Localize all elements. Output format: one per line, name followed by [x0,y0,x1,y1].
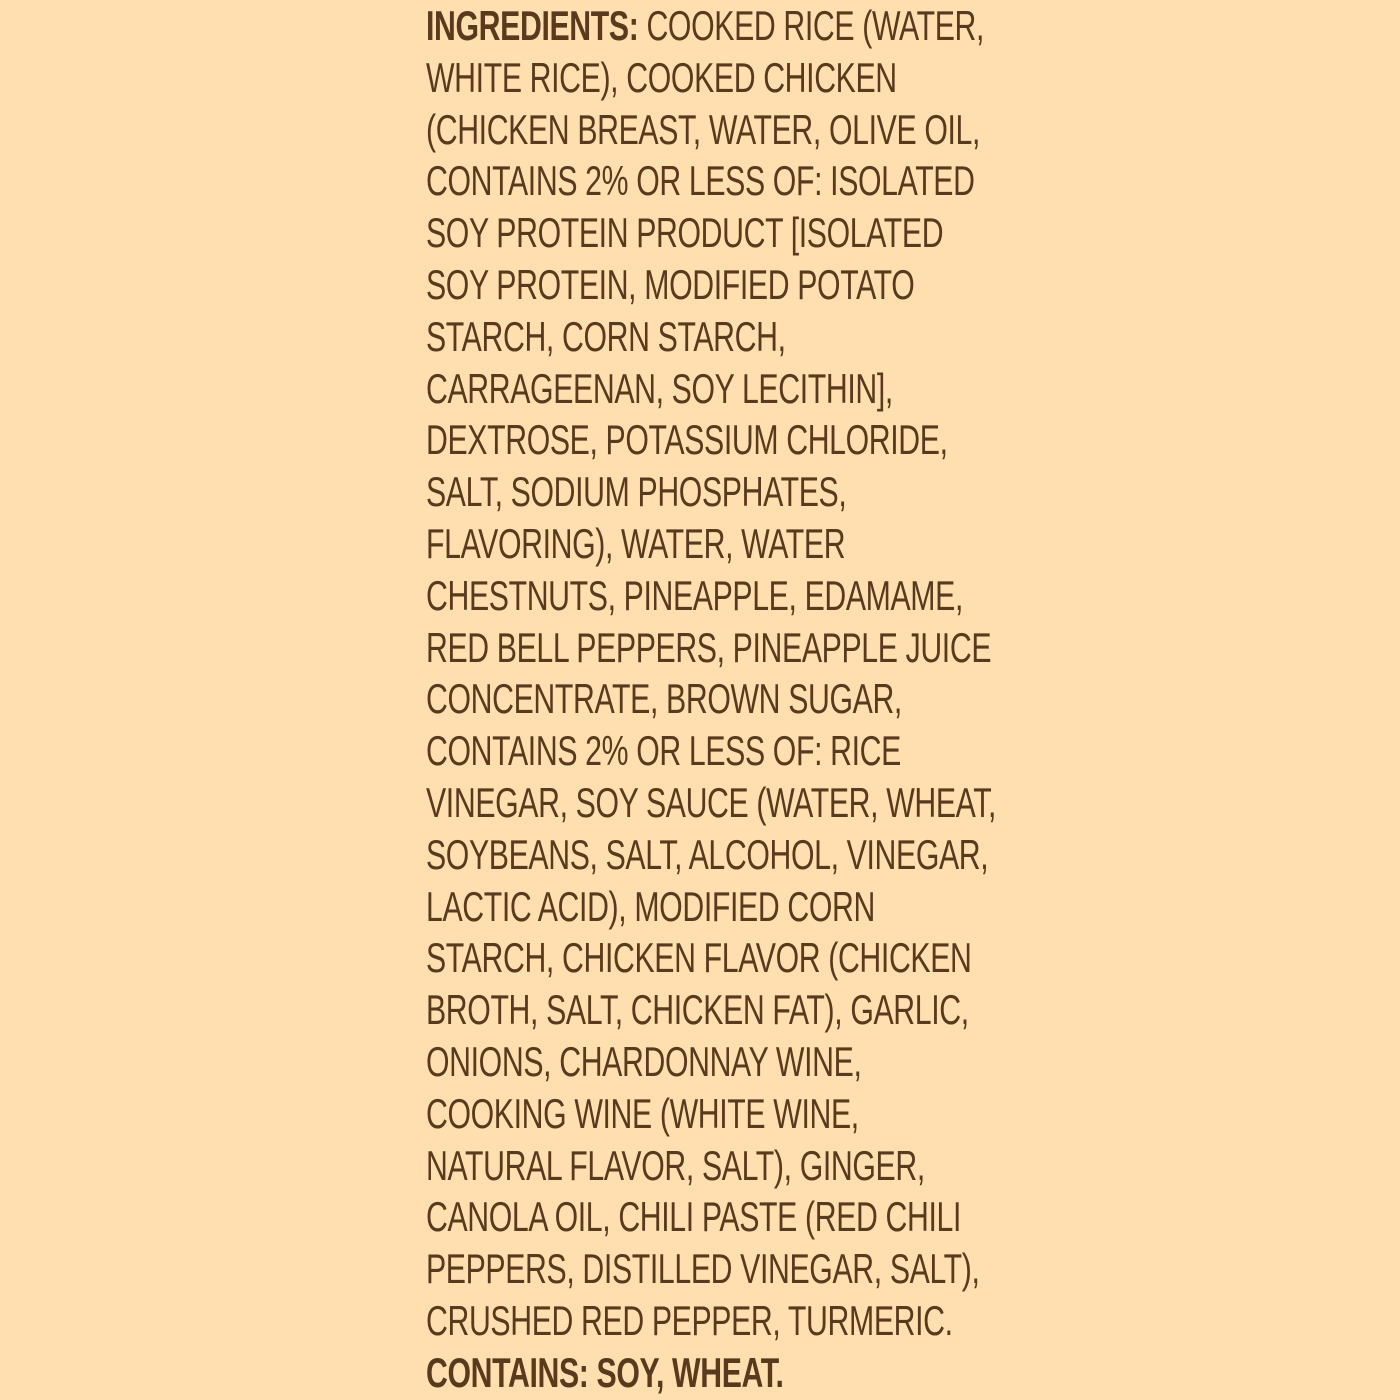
ingredients-line: CHESTNUTS, PINEAPPLE, EDAMAME, [426,571,963,619]
ingredients-line: NATURAL FLAVOR, SALT), GINGER, [426,1141,925,1189]
ingredients-line: CONTAINS 2% OR LESS OF: RICE [426,727,901,775]
ingredients-line: BROTH, SALT, CHICKEN FAT), GARLIC, [426,986,969,1034]
ingredients-line: DEXTROSE, POTASSIUM CHLORIDE, [426,416,948,464]
ingredients-line: LACTIC ACID), MODIFIED CORN [426,882,875,930]
ingredients-line: ONIONS, CHARDONNAY WINE, [426,1037,862,1085]
ingredients-line: CARRAGEENAN, SOY LECITHIN], [426,364,893,412]
ingredients-line: CONTAINS 2% OR LESS OF: ISOLATED [426,157,975,205]
ingredients-line: WHITE RICE), COOKED CHICKEN [426,53,897,101]
ingredients-line: CRUSHED RED PEPPER, TURMERIC. [426,1296,953,1344]
ingredients-line: SOYBEANS, SALT, ALCOHOL, VINEGAR, [426,830,989,878]
ingredients-label [426,0,1046,1399]
ingredients-line: FLAVORING), WATER, WATER [426,519,846,567]
ingredients-line: CONCENTRATE, BROWN SUGAR, [426,675,902,723]
ingredients-line: COOKING WINE (WHITE WINE, [426,1089,859,1137]
ingredients-line: PEPPERS, DISTILLED VINEGAR, SALT), [426,1245,980,1293]
ingredients-line: STARCH, CHICKEN FLAVOR (CHICKEN [426,934,972,982]
ingredients-heading: INGREDIENTS: [426,2,639,49]
ingredients-line: SOY PROTEIN PRODUCT [ISOLATED [426,209,944,257]
ingredients-line: SOY PROTEIN, MODIFIED POTATO [426,260,915,308]
ingredients-line: SALT, SODIUM PHOSPHATES, [426,468,847,516]
ingredients-first-line-text: COOKED RICE (WATER, [638,2,985,49]
ingredients-first-line [426,0,985,52]
ingredients-line: STARCH, CORN STARCH, [426,312,786,360]
ingredients-line: RED BELL PEPPERS, PINEAPPLE JUICE [426,623,992,671]
ingredients-line: CANOLA OIL, CHILI PASTE (RED CHILI [426,1193,962,1241]
ingredients-line: VINEGAR, SOY SAUCE (WATER, WHEAT, [426,778,997,826]
allergen-statement: CONTAINS: SOY, WHEAT. [426,1348,784,1396]
ingredients-line: (CHICKEN BREAST, WATER, OLIVE OIL, [426,105,981,153]
